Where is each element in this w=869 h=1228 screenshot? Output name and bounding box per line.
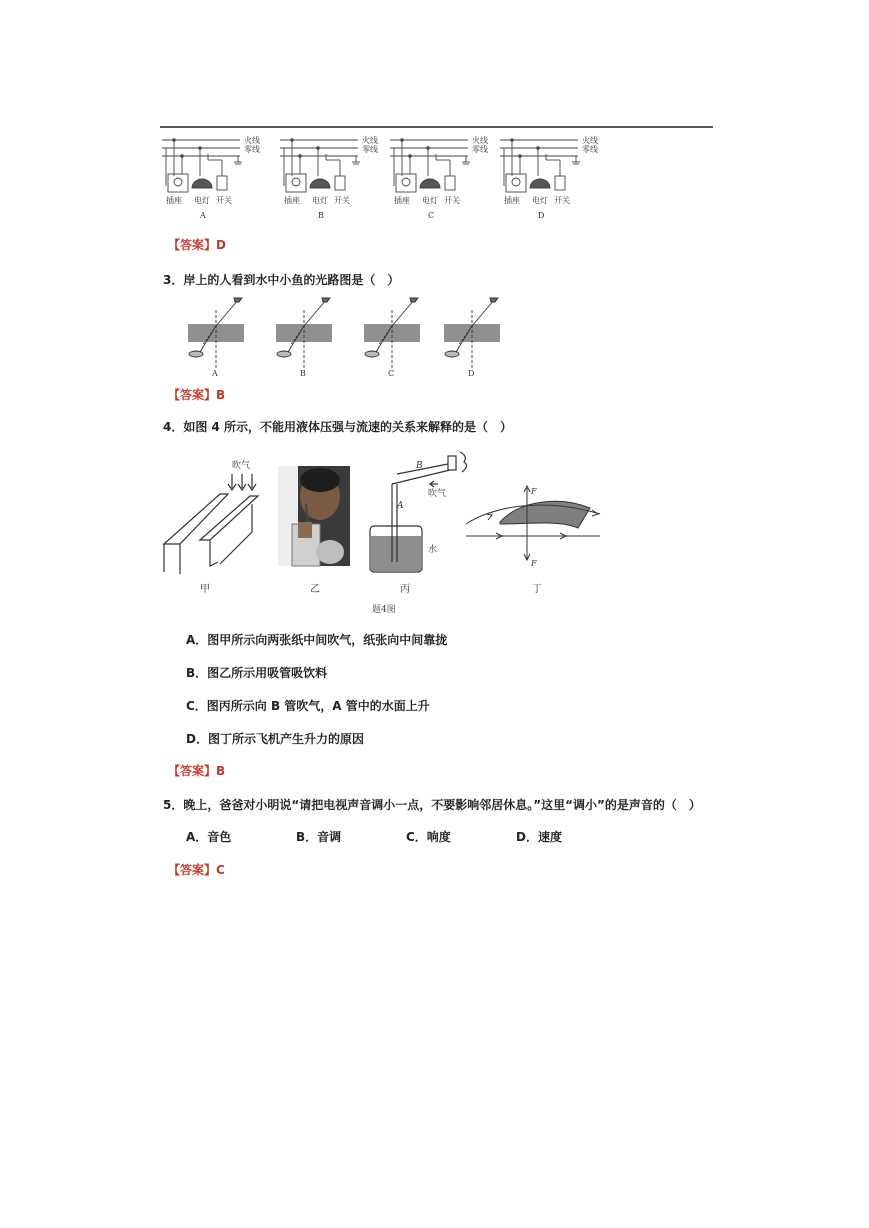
light-path-c bbox=[364, 298, 420, 378]
figure-ding-airfoil bbox=[466, 486, 600, 560]
label-neutral-wire: 零线 bbox=[472, 145, 488, 154]
label-live-wire: 火线 bbox=[244, 136, 260, 145]
label-live-wire: 火线 bbox=[582, 136, 598, 145]
figure-4-label: 乙 bbox=[310, 584, 320, 595]
answer-q2: 【答案】D bbox=[168, 238, 226, 252]
label-tube-b: B bbox=[416, 461, 423, 471]
label-live-wire: 火线 bbox=[472, 136, 488, 145]
label-neutral-wire: 零线 bbox=[362, 145, 378, 154]
q4-option-b: B．图乙所示用吸管吸饮料 bbox=[186, 666, 328, 680]
q4-option-a: A．图甲所示向两张纸中间吹气，纸张向中间靠拢 bbox=[186, 633, 448, 647]
label-switch: 开关 bbox=[554, 196, 570, 205]
light-path-label: D bbox=[468, 369, 475, 378]
label-blow-bing: 吹气 bbox=[428, 489, 447, 499]
q5-option-b: B．音调 bbox=[296, 830, 342, 844]
circuit-diagrams bbox=[160, 130, 720, 230]
label-lamp: 电灯 bbox=[312, 196, 328, 205]
answer-q3: 【答案】B bbox=[168, 388, 226, 402]
label-force-f: F bbox=[531, 487, 537, 496]
figure-4-label: 甲 bbox=[200, 584, 210, 595]
light-path-d bbox=[444, 298, 500, 378]
circuit-diagram-a bbox=[162, 135, 260, 220]
circuit-label: C bbox=[428, 211, 435, 220]
label-lamp: 电灯 bbox=[194, 196, 210, 205]
light-path-label: A bbox=[212, 369, 218, 378]
figure-jia-papers bbox=[164, 459, 258, 574]
light-path-label: B bbox=[300, 369, 306, 378]
label-lamp: 电灯 bbox=[532, 196, 548, 205]
answer-q4: 【答案】B bbox=[168, 764, 226, 778]
q5-option-d: D．速度 bbox=[516, 830, 562, 844]
figure-yi-photo bbox=[278, 466, 350, 566]
label-live-wire: 火线 bbox=[362, 136, 378, 145]
top-rule bbox=[160, 126, 713, 128]
question-5-text: 5．晚上，爸爸对小明说“请把电视声音调小一点，不要影响邻居休息。”这里“调小”的是声音的（ ） bbox=[163, 798, 701, 812]
circuit-diagram-d bbox=[500, 135, 598, 220]
label-tube-a: A bbox=[397, 501, 404, 511]
question-4-text: 4．如图 4 所示，不能用液体压强与流速的关系来解释的是（ ） bbox=[163, 420, 513, 434]
q5-option-a: A．音色 bbox=[186, 830, 232, 844]
figure-4-label: 丁 bbox=[532, 584, 542, 595]
q4-option-d: D．图丁所示飞机产生升力的原因 bbox=[186, 732, 364, 746]
label-blow-jia: 吹气 bbox=[232, 461, 251, 471]
figure-4-caption: 题4图 bbox=[372, 605, 396, 615]
label-neutral-wire: 零线 bbox=[244, 145, 260, 154]
light-path-b bbox=[276, 298, 332, 378]
light-path-label: C bbox=[388, 369, 395, 378]
label-socket: 插座 bbox=[284, 196, 300, 205]
label-water: 水 bbox=[428, 545, 438, 555]
label-switch: 开关 bbox=[444, 196, 460, 205]
figure-4-label: 丙 bbox=[400, 584, 410, 595]
q4-option-c: C．图丙所示向 B 管吹气，A 管中的水面上升 bbox=[186, 699, 430, 713]
q5-option-c: C．响度 bbox=[406, 830, 451, 844]
circuit-label: D bbox=[538, 211, 545, 220]
figure-4 bbox=[160, 444, 620, 620]
circuit-diagram-c bbox=[390, 135, 488, 220]
light-path-a bbox=[188, 298, 244, 378]
circuit-diagram-b bbox=[280, 135, 378, 220]
label-lamp: 电灯 bbox=[422, 196, 438, 205]
label-neutral-wire: 零线 bbox=[582, 145, 598, 154]
label-switch: 开关 bbox=[216, 196, 232, 205]
question-3-text: 3．岸上的人看到水中小鱼的光路图是（ ） bbox=[163, 273, 400, 287]
circuit-label: B bbox=[318, 211, 324, 220]
label-force-f2: F bbox=[531, 559, 537, 568]
label-socket: 插座 bbox=[166, 196, 182, 205]
answer-q5: 【答案】C bbox=[168, 863, 225, 877]
light-path-diagrams bbox=[180, 290, 520, 382]
label-socket: 插座 bbox=[504, 196, 520, 205]
circuit-label: A bbox=[200, 211, 206, 220]
label-switch: 开关 bbox=[334, 196, 350, 205]
label-socket: 插座 bbox=[394, 196, 410, 205]
